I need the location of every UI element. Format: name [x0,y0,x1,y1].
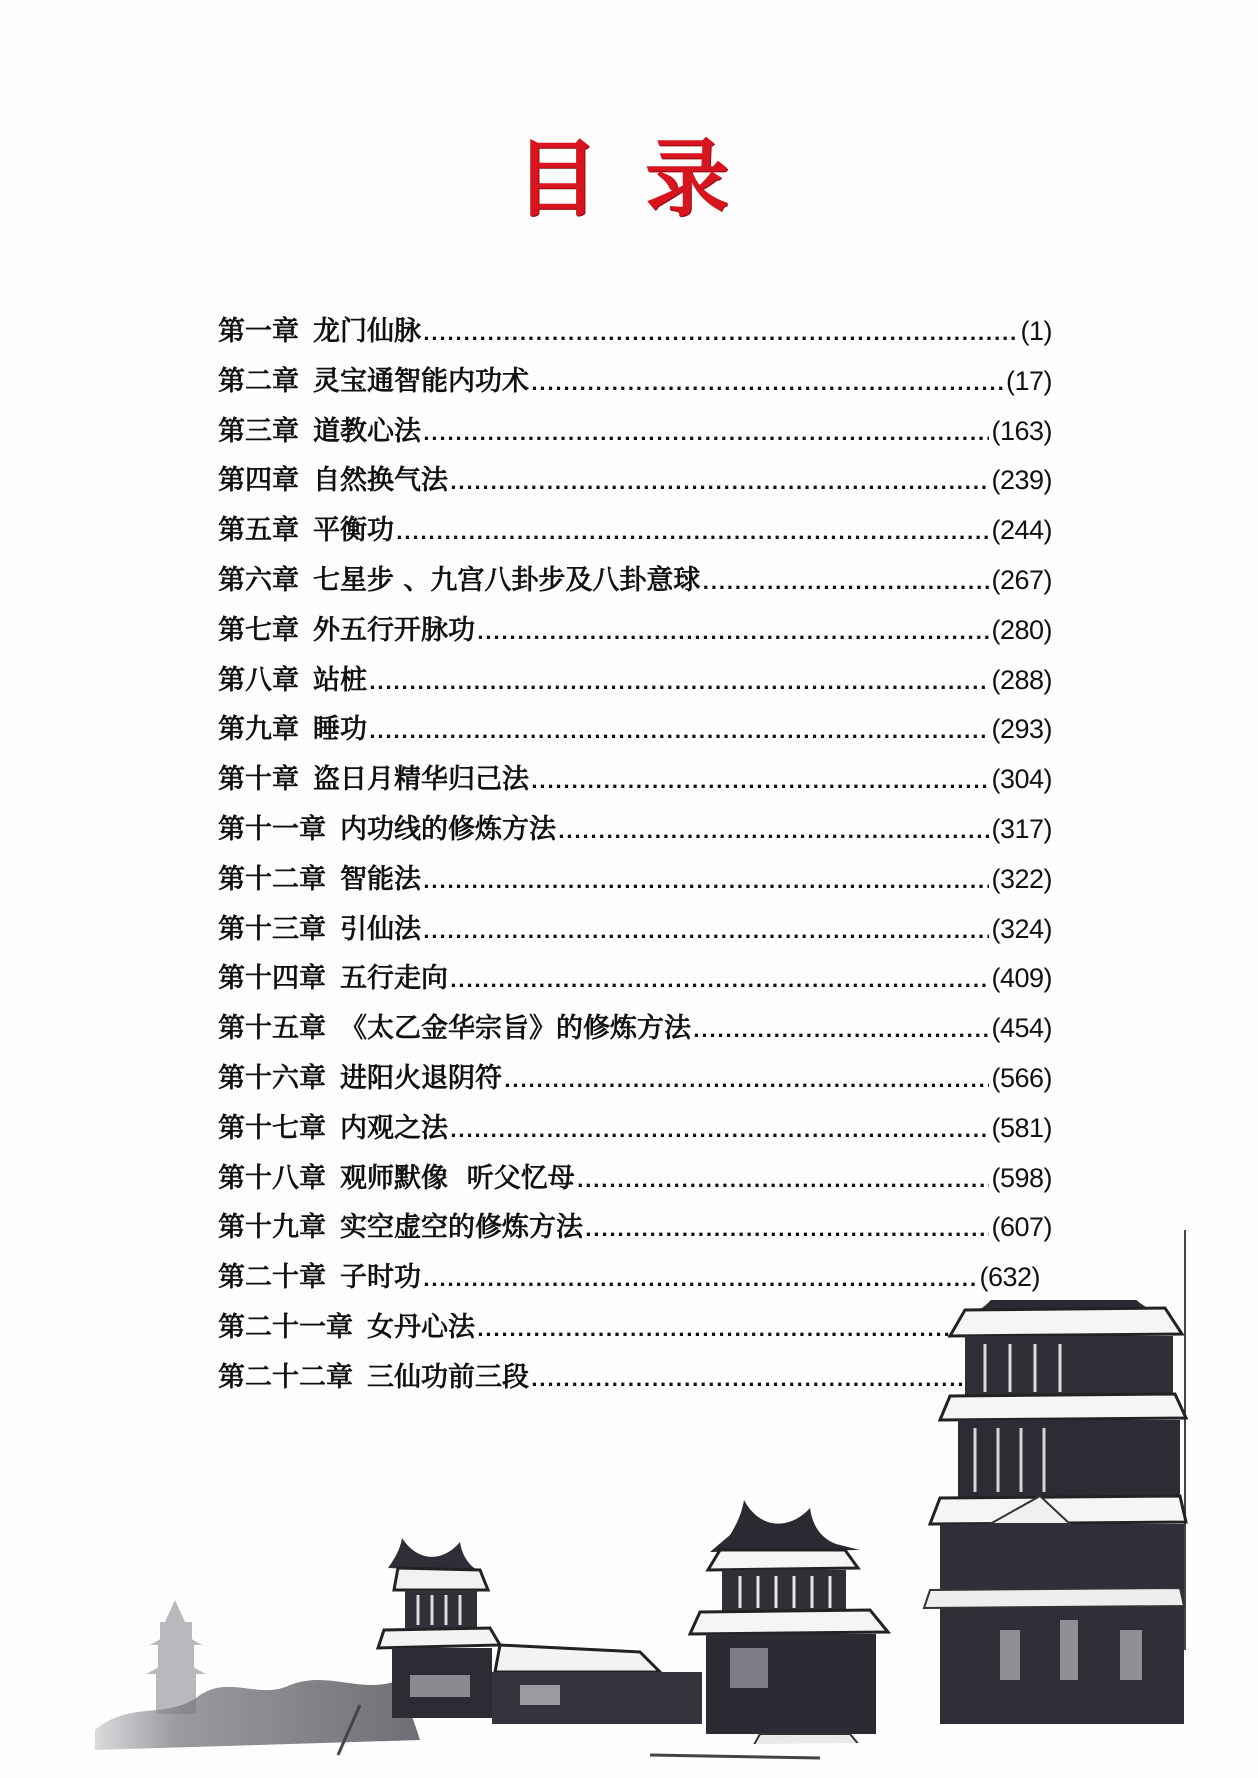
chapter-title: 引仙法 [340,913,421,945]
chapter-title: 智能法 [340,863,421,895]
chapter-number: 第二十一章 [218,1311,353,1343]
chapter-number: 第四章 [218,465,299,497]
page-number: (293) [991,714,1052,745]
page-number: (454) [991,1013,1052,1044]
page-number: (598) [991,1162,1052,1193]
toc-entry[interactable] [218,467,1052,517]
chapter-title: 《太乙金华宗旨》的修炼方法 [340,1013,691,1045]
chapter-number: 第八章 [218,664,299,696]
chapter-title: 五行走向 [340,963,448,995]
page-title: 目录 [514,129,775,228]
chapter-title: 进阳火退阴符 [340,1062,502,1094]
chapter-title: 灵宝通智能内功术 [313,365,529,397]
dot-leader [423,426,989,444]
dot-leader [423,924,989,942]
toc-entry[interactable] [218,1214,1052,1264]
chapter-number: 第十三章 [218,913,326,945]
page-number: (17) [1005,365,1052,396]
chapter-title: 盗日月精华归己法 [313,764,529,796]
chapter-title: 三仙功前三段 [367,1361,529,1393]
toc-entry[interactable] [218,965,1052,1015]
page-number: (304) [991,764,1052,795]
toc-entry[interactable] [218,318,1052,368]
chapter-number: 第十二章 [218,863,326,895]
left-pavilion [378,1538,500,1718]
dot-leader [504,1073,989,1091]
chapter-title: 七星步 、九宫八卦步及八卦意球 [313,564,701,596]
table-of-contents [218,318,1052,1414]
toc-entry[interactable] [218,415,1052,468]
palace-illustration [0,1300,1258,1778]
page-number: (239) [991,465,1052,496]
toc-entry[interactable] [218,1062,1052,1115]
dot-leader [423,326,1019,344]
dot-leader [450,475,989,493]
central-gate-tower [690,1500,888,1770]
dot-leader [423,874,989,892]
dot-leader [531,774,989,792]
toc-entry[interactable] [218,1015,1052,1065]
chapter-title: 睡功 [313,714,367,746]
chapter-number: 第十六章 [218,1062,326,1094]
dot-leader [558,824,989,842]
page-number: (1) [1020,316,1052,346]
toc-entry[interactable] [218,1112,1052,1165]
toc-entry[interactable] [218,365,1052,418]
chapter-title: 内观之法 [340,1112,448,1144]
toc-entry[interactable] [218,813,1052,866]
chapter-title: 平衡功 [313,515,394,547]
page-number: (581) [991,1112,1052,1143]
dot-leader [702,575,989,593]
chapter-number: 第十八章 [218,1162,326,1194]
tall-pagoda [924,1300,1186,1724]
chapter-number: 第九章 [218,714,299,746]
chapter-number: 第五章 [218,515,299,547]
chapter-title: 自然换气法 [313,465,448,497]
chapter-number: 第十章 [218,764,299,796]
chapter-number: 第六章 [218,564,299,596]
toc-entry[interactable] [218,863,1052,916]
chapter-number: 第一章 [218,316,299,347]
chapter-number: 第十七章 [218,1112,326,1144]
chapter-title: 站桩 [313,664,367,696]
chapter-number: 第七章 [218,614,299,646]
toc-entry[interactable] [218,913,1052,966]
page-number: (607) [991,1212,1052,1243]
page-number: (267) [991,564,1052,595]
page-number: (163) [991,415,1052,446]
page-number: (409) [991,963,1052,994]
toc-entry[interactable] [218,517,1052,567]
chapter-title: 道教心法 [313,415,421,447]
chapter-title: 观师默像 听父忆母 [340,1162,575,1194]
toc-entry[interactable] [218,1162,1052,1215]
chapter-number: 第二十章 [218,1262,326,1294]
dot-leader [693,1023,989,1041]
dot-leader [585,1222,989,1240]
chapter-title: 龙门仙脉 [313,316,421,347]
page-number: (288) [991,664,1052,695]
chapter-title: 外五行开脉功 [313,614,475,646]
page-number: (244) [991,515,1052,546]
middle-hall [492,1645,702,1724]
chapter-title: 女丹心法 [367,1311,475,1343]
chapter-title: 子时功 [340,1262,421,1294]
chapter-title: 内功线的修炼方法 [340,813,556,845]
dot-leader [450,973,989,991]
dot-leader [423,1272,977,1290]
dot-leader [450,1123,989,1141]
chapter-number: 第二章 [218,365,299,397]
dot-leader [369,675,989,693]
page-number: (322) [991,863,1052,894]
chapter-title: 实空虚空的修炼方法 [340,1212,583,1244]
dot-leader [577,1173,990,1191]
page-number: (566) [991,1062,1052,1093]
chapter-number: 第十五章 [218,1013,326,1045]
page-number: (324) [991,913,1052,944]
chapter-number: 第十九章 [218,1212,326,1244]
distant-pagoda [146,1600,206,1714]
dot-leader [396,525,989,543]
dot-leader [477,625,989,643]
chapter-number: 第十一章 [218,813,326,845]
chapter-number: 第二十二章 [218,1361,353,1393]
toc-entry[interactable] [218,766,1052,816]
dot-leader [369,724,989,742]
page-number: (632) [979,1262,1040,1293]
toc-entry[interactable] [218,664,1052,717]
page-number: (280) [991,614,1052,645]
toc-entry[interactable] [218,716,1052,766]
toc-entry[interactable] [218,614,1052,667]
toc-entry[interactable] [218,564,1052,617]
dot-leader [531,376,1004,394]
page-number: (317) [991,813,1052,844]
chapter-number: 第三章 [218,415,299,447]
chapter-number: 第十四章 [218,963,326,995]
